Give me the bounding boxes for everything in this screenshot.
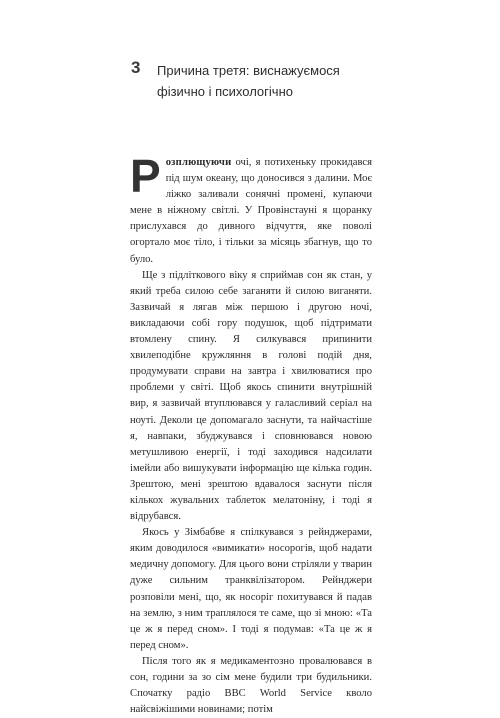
drop-cap: Р xyxy=(130,150,161,202)
paragraph-2: Ще з підліткового віку я сприймав сон як стан, у який треба силою себе заганяти й силою виганяти. Зазвичай я лягав між першою і другою ночі, викладаючи собі гору подушок, щоб підтримати втомлену спину. Я силкувався припинити хвилеподібне кружляння в голові подій дня, продумувати справи на завтра і хвилюватися про проблеми у світі. Щоб якось спинити внутрішній вир, я зазвичай втуплювався у галасливий серіал на ноуті. Деколи це допомагало заснути, та найчастіше я, навпаки, збуджувався і сповнювався новою метушливою енергії, і тоді заходився надсилати імейли або вишукувати інформацію ще кілька годин. Зрештою, мені зрештою вдавалося заснути після кількох жувальних таблеток мелатоніну, і тоді я відрубався. xyxy=(130,269,372,523)
paragraph-1 xyxy=(130,150,372,268)
lead-word: озплющуючи xyxy=(165,157,232,168)
chapter-title: Причина третя: виснажуємося фізично і психологічно xyxy=(157,63,340,99)
paragraph-1-text: очі, я потихеньку прокидався під шум океану, що доносився з далини. Моє ліжко заливали сонячні промені, купаючи мене в ніжному світлі. У Провінстауні я щоранку прислухався до дивного відчуття, яке поволі огортало моє тіло, і тільки за місяць збагнув, що то було. xyxy=(130,157,372,265)
chapter-number: 3 xyxy=(131,58,141,77)
paragraph-3: Якось у Зімбабве я спілкувався з рейнджерами, яким доводилося «вимикати» носорогів, щоб надати медичну допомогу. Для цього вони стріляли у тварин дуже сильним транквілізатором. Рейнджери розповіли мені, що, як носоріг похитувався й падав на землю, з ним траплялося те саме, що зі мною: «Та це ж я перед сном». І тоді я подумав: «Та це ж я перед сном». xyxy=(130,527,372,651)
paragraph-4: Після того як я медикаментозно провалювався в сон, години за зо сім мене будили три будильники. Спочатку радіо BBC World Service кволо найсвіжішими новинами; потім xyxy=(130,655,372,716)
chapter-body xyxy=(130,150,372,718)
